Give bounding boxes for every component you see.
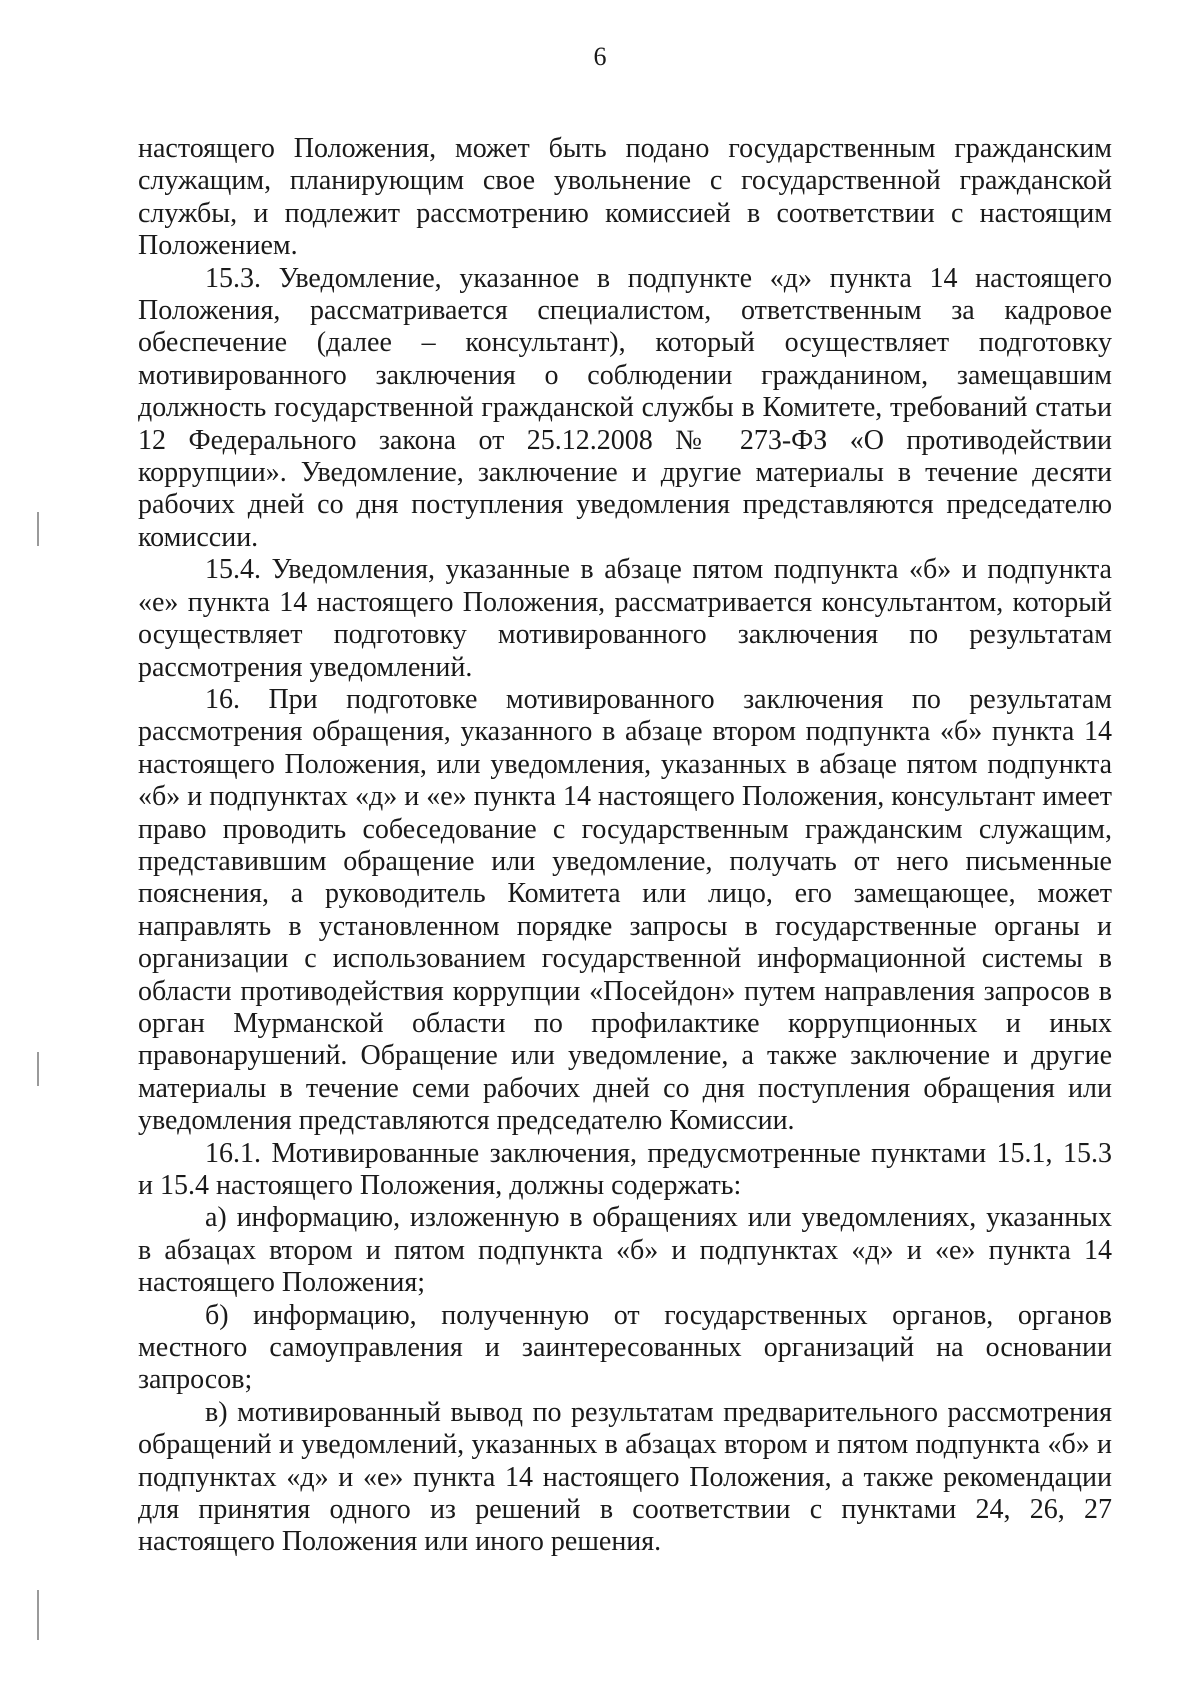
paragraph-15-3: 15.3. Уведомление, указанное в подпункте «д» пункта 14 настоящего Положения, рассматривается специалистом, ответственным за кадровое обеспечение (далее – консультант), который осуществляет подготовку мотивированного заключения о соблюдении гражданином, замещавшим должность государственной гражданской службы в Комитете, требований статьи 12 Федерального закона от 25.12.2008 № 273-ФЗ «О противодействии коррупции». Уведомление, заключение и другие материалы в течение десяти рабочих дней со дня поступления уведомления представляются председателю комиссии.	[138, 262, 1112, 553]
page-number: 6	[593, 42, 607, 71]
scan-artifact	[37, 512, 39, 546]
paragraph-15-4: 15.4. Уведомления, указанные в абзаце пятом подпункта «б» и подпункта «е» пункта 14 настоящего Положения, рассматривается консультантом, который осуществляет подготовку мотивированного заключения по результатам рассмотрения уведомлений.	[138, 554, 1112, 683]
scan-artifact	[37, 1052, 39, 1086]
document-body	[138, 133, 1112, 1559]
paragraph-16-1: 16.1. Мотивированные заключения, предусмотренные пунктами 15.1, 15.3 и 15.4 настоящего Положения, должны содержать:	[138, 1137, 1112, 1201]
list-item-a: а) информацию, изложенную в обращениях или уведомлениях, указанных в абзацах втором и пятом подпункта «б» и подпунктах «д» и «е» пункта 14 настоящего Положения;	[138, 1202, 1112, 1299]
list-item-v: в) мотивированный вывод по результатам предварительного рассмотрения обращений и уведомлений, указанных в абзацах втором и пятом подпункта «б» и подпунктах «д» и «е» пункта 14 настоящего Положения, а также рекомендации для принятия одного из решений в соответствии с пунктами 24, 26, 27 настоящего Положения или иного решения.	[138, 1396, 1112, 1558]
paragraph-continuation: настоящего Положения, может быть подано государственным гражданским служащим, планирующим свое увольнение с государственной гражданской службы, и подлежит рассмотрению комиссией в соответствии с настоящим Положением.	[138, 133, 1112, 262]
paragraph-16: 16. При подготовке мотивированного заключения по результатам рассмотрения обращения, указанного в абзаце втором подпункта «б» пункта 14 настоящего Положения, или уведомления, указанных в абзаце пятом подпункта «б» и подпунктах «д» и «е» пункта 14 настоящего Положения, консультант имеет право проводить собеседование с государственным гражданским служащим, представившим обращение или уведомление, получать от него письменные пояснения, а руководитель Комитета или лицо, его замещающее, может направлять в установленном порядке запросы в государственные органы и организации с использованием государственной информационной системы в области противодействия коррупции «Посейдон» путем направления запросов в орган Мурманской области по профилактике коррупционных и иных правонарушений. Обращение или уведомление, а также заключение и другие материалы в течение семи рабочих дней со дня поступления обращения или уведомления представляются председателю Комиссии.	[138, 683, 1112, 1137]
scan-artifact	[37, 1590, 39, 1640]
list-item-b: б) информацию, полученную от государственных органов, органов местного самоуправления и заинтересованных организаций на основании запросов;	[138, 1299, 1112, 1396]
